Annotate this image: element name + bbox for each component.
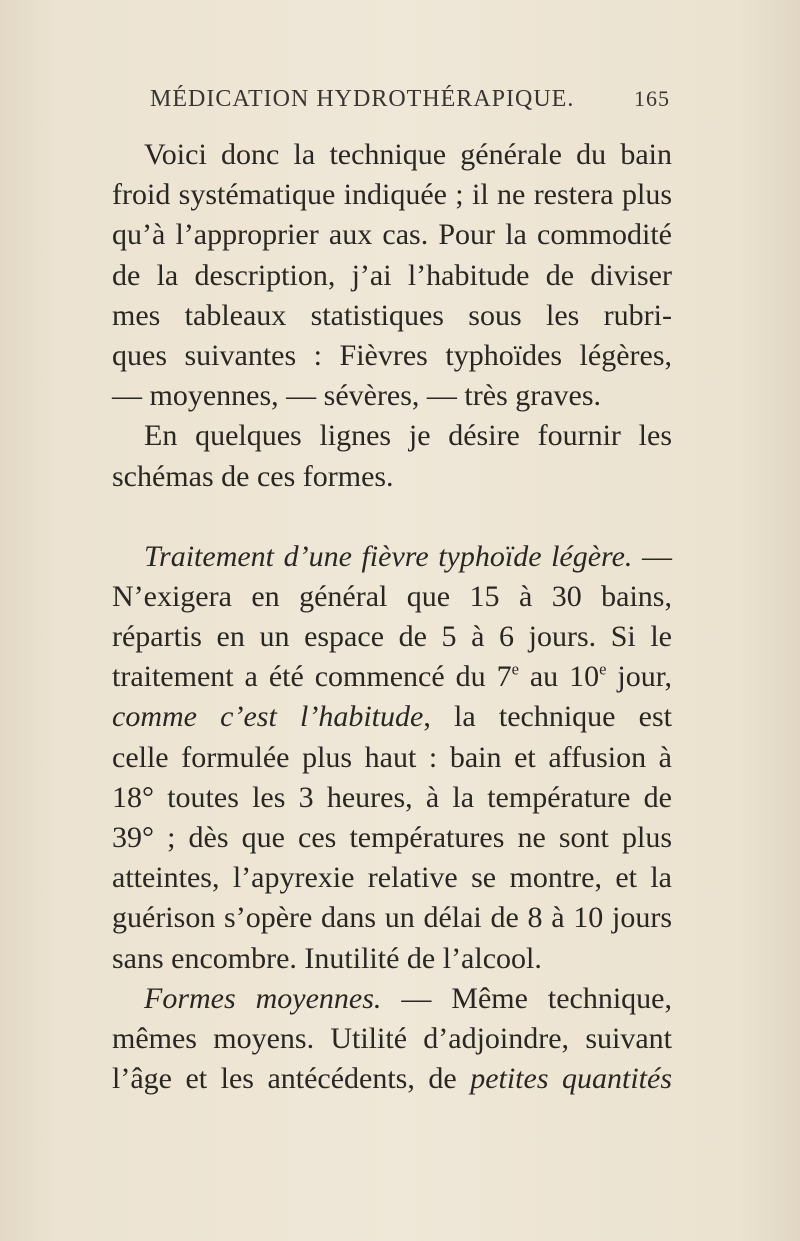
section-title: Traitement d’une fièvre typhoïde légère. (144, 539, 633, 573)
day-start: 7 (496, 660, 512, 694)
text-line: ques suivantes : Fièvres typhoïdes légères, (112, 338, 672, 372)
superscript: e (599, 659, 607, 679)
text-line: de la description, j’ai l’habitude de diviser (112, 258, 672, 292)
text-line: schémas de ces formes. (112, 459, 394, 493)
italic-phrase: comme c’est l’habitude (112, 700, 424, 734)
text-line: 18° toutes les 3 heures, à la température de (112, 780, 672, 814)
line-fragment: — Même technique, (381, 981, 672, 1015)
text-line: guérison s’opère dans un délai de 8 à 10 jours (112, 901, 672, 935)
text-line: Voici donc la technique générale du bain (144, 138, 672, 171)
line-fragment: — (632, 539, 672, 573)
line-fragment: la technique est (454, 700, 673, 734)
page-number: 165 (634, 86, 670, 111)
text-line (112, 1059, 672, 1099)
text-line (112, 577, 672, 617)
text-line: froid systématique indiquée ; il ne restera plus (112, 178, 672, 212)
text-line (112, 537, 672, 577)
line-fragment: au (518, 660, 570, 694)
text-line (112, 657, 672, 697)
text-line: qu’à l’approprier aux cas. Pour la commodité (112, 218, 672, 252)
line-fragment: l’âge et les antécédents, de (112, 1062, 471, 1096)
text-line: mêmes moyens. Utilité d’adjoindre, suivant (112, 1021, 672, 1055)
italic-phrase: petites quantités (470, 1062, 672, 1096)
text-line: atteintes, l’apyrexie relative se montre, et la (112, 861, 672, 895)
text-line: 39° ; dès que ces températures ne sont plus (112, 821, 672, 854)
text-line: — moyennes, — sévères, — très graves. (112, 379, 602, 413)
text-line: En quelques lignes je désire fournir les (144, 419, 672, 453)
text-line: celle formulée plus haut : bain et affusion à (112, 740, 672, 774)
text-line (112, 697, 672, 737)
day-end: 10 (569, 660, 600, 694)
section-title: Formes moyennes. (144, 981, 382, 1015)
text-line: répartis en un espace de 5 à 6 jours. Si le (112, 620, 672, 654)
line-fragment: traitement a été commencé du (112, 660, 497, 694)
text-line: sans encombre. Inutilité de l’alcool. (112, 941, 542, 975)
line-fragment: jour, (606, 660, 673, 694)
text-line: mes tableaux statistiques sous les rubri- (112, 298, 672, 332)
line-fragment: , (423, 700, 455, 734)
superscript: e (511, 659, 519, 679)
running-title: MÉDICATION HYDROTHÉRAPIQUE. (150, 86, 575, 112)
dash-continuation: N’exigera en général que 15 à 30 bains, (112, 579, 672, 613)
text-line (112, 979, 672, 1019)
body-text (112, 135, 672, 1099)
